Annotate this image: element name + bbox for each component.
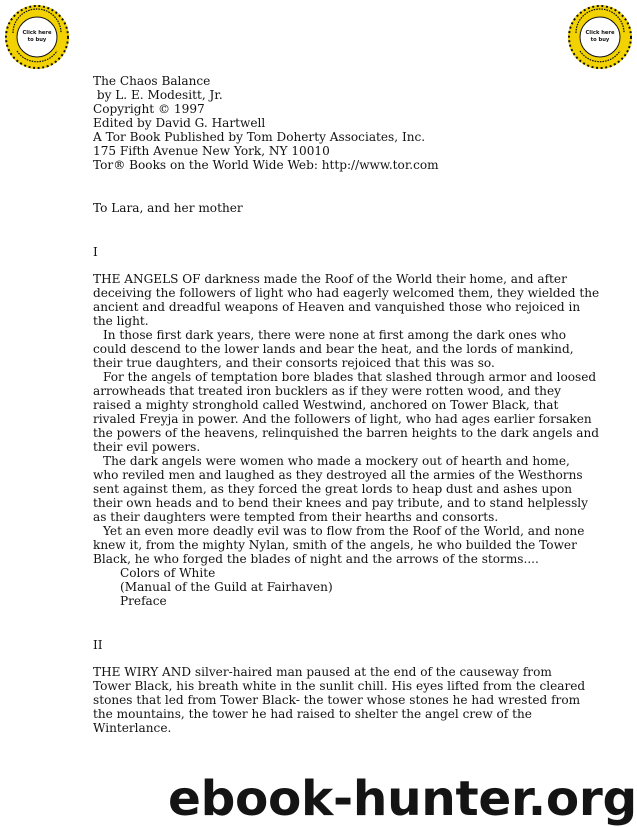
abbyy-badge-right[interactable] (566, 3, 634, 71)
paragraph-line: THE ANGELS OF darkness made the Roof of the World their home, and after (93, 272, 567, 286)
paragraph-line: Winterlance. (93, 721, 172, 735)
editor-line: Edited by David G. Hartwell (93, 116, 266, 130)
chapter-numeral: I (93, 245, 98, 259)
paragraph-line: who reviled men and laughed as they destroyed all the armies of the Westhorns (93, 468, 583, 482)
watermark: ebook-hunter.org (168, 771, 637, 827)
svg-text:to buy: to buy (27, 37, 47, 43)
paragraph-line: The dark angels were women who made a mockery out of hearth and home, (103, 454, 570, 468)
paragraph-line: stones that led from Tower Black- the tower whose stones he had wrested from (93, 693, 581, 707)
paragraph-line: their true daughters, and their consorts rejoiced that this was so. (93, 356, 495, 370)
dedication: To Lara, and her mother (93, 201, 243, 215)
paragraph-line: sent against them, as they forced the great lords to heap dust and ashes upon (93, 482, 573, 496)
paragraph-line: raised a mighty stronghold called Westwind, anchored on Tower Black, that (93, 398, 559, 412)
svg-text:Click here: Click here (22, 30, 52, 36)
abbyy-seal-icon (3, 3, 71, 71)
abbyy-badge-left[interactable] (3, 3, 71, 71)
author-line: by L. E. Modesitt, Jr. (93, 88, 223, 102)
paragraph-line: Tower Black, his breath white in the sunlit chill. His eyes lifted from the cleared (93, 679, 586, 693)
publisher-line: A Tor Book Published by Tom Doherty Associates, Inc. (93, 130, 426, 144)
paragraph-line: rivaled Freyja in power. And the followers of light, who had ages earlier forsaken (93, 412, 592, 426)
paragraph-line: For the angels of temptation bore blades that slashed through armor and loosed (103, 370, 597, 384)
paragraph-line: could descend to the lower lands and bear the heat, and the lords of mankind, (93, 342, 574, 356)
source-section: Preface (120, 594, 167, 608)
abbyy-seal-icon (566, 3, 634, 71)
paragraph-line: In those first dark years, there were none at first among the dark ones who (103, 328, 567, 342)
paragraph-line: the mountains, the tower he had raised to shelter the angel crew of the (93, 707, 532, 721)
paragraph-line: their own heads and to bend their knees and pay tribute, and to stand helplessly (93, 496, 589, 510)
copyright-line: Copyright © 1997 (93, 102, 205, 116)
paragraph-line: the light. (93, 314, 149, 328)
svg-text:to buy: to buy (590, 37, 610, 43)
paragraph-line: Black, he who forged the blades of night and the arrows of the storms.... (93, 552, 539, 566)
web-line: Tor® Books on the World Wide Web: http://www.tor.com (93, 158, 439, 172)
book-title: The Chaos Balance (93, 74, 211, 88)
paragraph-line: Yet an even more deadly evil was to flow from the Roof of the World, and none (103, 524, 585, 538)
paragraph-line: the powers of the heavens, relinquished the barren heights to the dark angels and (93, 426, 600, 440)
paragraph-line: their evil powers. (93, 440, 201, 454)
paragraph-line: ancient and dreadful weapons of Heaven and vanquished those who rejoiced in (93, 300, 581, 314)
source-subtitle: (Manual of the Guild at Fairhaven) (120, 580, 333, 594)
paragraph-line: as their daughters were tempted from their hearths and consorts. (93, 510, 499, 524)
chapter-numeral: II (93, 638, 103, 652)
paragraph-line: arrowheads that treated iron bucklers as if they were rotten wood, and they (93, 384, 561, 398)
paragraph-line: deceiving the followers of light who had eagerly welcomed them, they wielded the (93, 286, 600, 300)
source-title: Colors of White (120, 566, 216, 580)
address-line: 175 Fifth Avenue New York, NY 10010 (93, 144, 330, 158)
svg-text:Click here: Click here (585, 30, 615, 36)
paragraph-line: THE WIRY AND silver-haired man paused at the end of the causeway from (93, 665, 552, 679)
paragraph-line: knew it, from the mighty Nylan, smith of the angels, he who builded the Tower (93, 538, 577, 552)
